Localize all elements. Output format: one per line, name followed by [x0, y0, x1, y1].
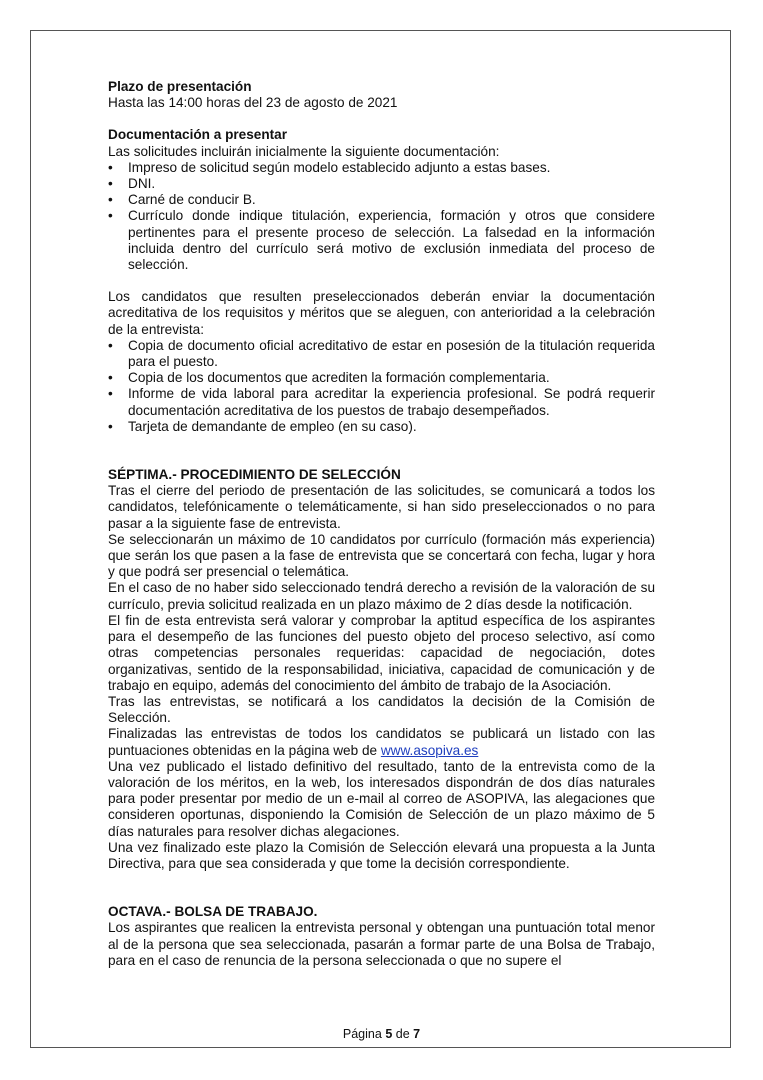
list-item: • Copia de documento oficial acreditativo de estar en posesión de la titulación requerida para el puesto.: [108, 338, 655, 370]
septima-p1: Tras el cierre del periodo de presentación de las solicitudes, se comunicará a todos los candidatos, telefónicamente o telemáticamente, si han sido preseleccionados o no para pasar a la siguiente fase de entrevista.: [108, 483, 655, 531]
plazo-text: Hasta las 14:00 horas del 23 de agosto de 2021: [108, 95, 398, 111]
documentacion-list-2: [108, 338, 655, 435]
document-body: [108, 79, 655, 969]
documentacion-intro2: Los candidatos que resulten preseleccionados deberán enviar la documentación acreditativa de los requisitos y méritos que se aleguen, con anterioridad a la celebración de la entrevista:: [108, 289, 655, 337]
documentacion-intro: Las solicitudes incluirán inicialmente la siguiente documentación:: [108, 143, 500, 159]
septima-p5: Tras las entrevistas, se notificará a los candidatos la decisión de la Comisión de Selección.: [108, 693, 655, 726]
list-item: • Informe de vida laboral para acreditar la experiencia profesional. Se podrá requerir documentación acreditativa de los puestos de trabajo desempeñados.: [108, 386, 655, 418]
documentacion-list: [108, 160, 655, 273]
septima-heading: SÉPTIMA.- PROCEDIMIENTO DE SELECCIÓN: [108, 467, 401, 483]
septima-p6-text: Finalizadas las entrevistas de todos los candidatos se publicará un listado con las puntuaciones obtenidas en la página web de: [108, 726, 655, 758]
footer-of: de: [395, 1027, 410, 1041]
septima-p7: Una vez publicado el listado definitivo del resultado, tanto de la entrevista como de la valoración de los méritos, en la web, los interesados dispondrán de dos días naturales para poder presentar por medio de un e-mail al correo de ASOPIVA, las alegaciones que consideren oportunas, disponiendo la Comisión de Selección de un plazo máximo de 5 días naturales para resolver dichas alegaciones.: [108, 758, 655, 839]
footer-current-page: 5: [385, 1027, 393, 1041]
page-footer: [0, 1027, 763, 1041]
septima-p4: El fin de esta entrevista será valorar y comprobar la aptitud específica de los aspirantes para el desempeño de las funciones del puesto objeto del proceso selectivo, así como otras competencias personales requeridas: capacidad de negociación, dotes organizativas, sentido de la responsabilidad, iniciativa, capacidad de comunicación y de trabajo en equipo, además del conocimiento del ámbito de trabajo de la Asociación.: [108, 612, 655, 693]
list-item: • Currículo donde indique titulación, experiencia, formación y otros que considere pertinentes para el presente proceso de selección. La falsedad en la información incluida dentro del currículo será motivo de exclusión inmediata del proceso de selección.: [108, 208, 655, 273]
list-item: • Tarjeta de demandante de empleo (en su caso).: [108, 419, 655, 435]
list-item: • Impreso de solicitud según modelo establecido adjunto a estas bases.: [108, 160, 655, 176]
septima-p6: [108, 726, 655, 758]
septima-p3: En el caso de no haber sido seleccionado tendrá derecho a revisión de la valoración de su currículo, previa solicitud realizada en un plazo máximo de 2 días desde la notificación.: [108, 580, 655, 612]
footer-total-pages: 7: [413, 1027, 421, 1041]
documentacion-heading: Documentación a presentar: [108, 127, 288, 143]
septima-p2: Se seleccionarán un máximo de 10 candidatos por currículo (formación más experiencia) que serán los que pasen a la fase de entrevista que se concertará con fecha, lugar y hora y que podrá ser presencial o telemática.: [108, 531, 655, 580]
list-item: • Carné de conducir B.: [108, 192, 655, 208]
footer-label: Página: [342, 1027, 382, 1041]
plazo-heading: Plazo de presentación: [108, 79, 252, 94]
octava-heading: OCTAVA.- BOLSA DE TRABAJO.: [108, 904, 318, 920]
septima-p8: Una vez finalizado este plazo la Comisión de Selección elevará una propuesta a la Junta Directiva, para que sea considerada y que tome la decisión correspondiente.: [108, 839, 655, 871]
list-item: • DNI.: [108, 176, 655, 192]
octava-p1: Los aspirantes que realicen la entrevista personal y obtengan una puntuación total menor al de la persona que sea seleccionada, pasarán a formar parte de una Bolsa de Trabajo, para en el caso de renuncia de la persona seleccionada o que no supere el: [108, 920, 655, 968]
list-item: • Copia de los documentos que acrediten la formación complementaria.: [108, 370, 655, 386]
asopiva-link[interactable]: www.asopiva.es: [380, 742, 479, 758]
